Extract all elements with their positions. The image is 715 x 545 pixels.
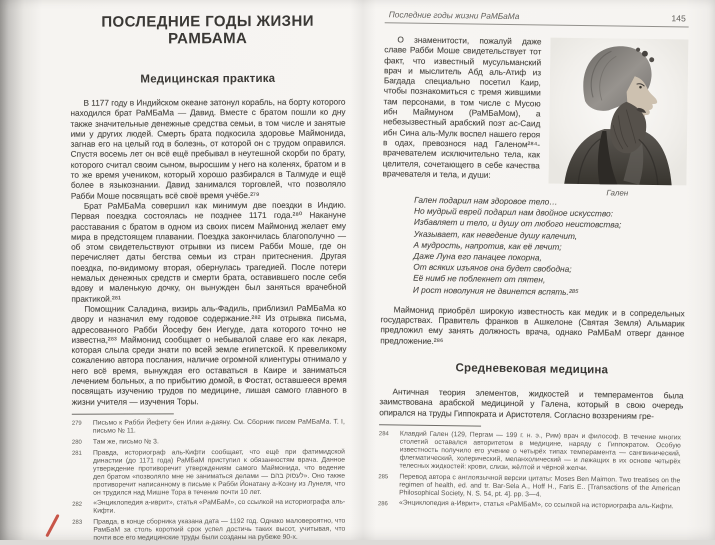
footnote: [378, 430, 681, 474]
page-number: 145: [671, 13, 686, 24]
body-paragraph: Античная теория элементов, жидкостей и темпераментов была заимствована арабской медициной у Галена, который в свою очередь опирался на труды Гиппократа и Аристотеля. Согласно воззрениям гре-: [379, 386, 684, 421]
footnote-text: Письмо к Рабби Йефету бен Илии а-даяну. См. Сборник писем РаМБаМа. Т. I, письмо № 11.: [92, 418, 345, 435]
footnote-number: 280: [71, 439, 82, 446]
poem-line: Её нимб не поблекнет от пятен,: [413, 273, 546, 285]
figure-caption: Гален: [606, 188, 629, 198]
section-heading-medieval-medicine: Средневековая медицина: [455, 362, 609, 377]
footnote-number: 285: [378, 474, 389, 481]
footnote: [72, 448, 345, 497]
poem-line: От всяких изъянов она будет свободна;: [413, 261, 572, 275]
chapter-title: ПОСЛЕДНИЕ ГОДЫ ЖИЗНИ РАМБАМА: [101, 12, 314, 48]
footnote-text: Правда, в конце сборника указана дата — 1192 год. Однако маловероятно, что РамБаМ за столь короткий срок успел достичь таких высот, учитывая, что почти все его медицинские труды были созданы на рубеже 90-х.: [93, 517, 346, 542]
footnote: [72, 419, 345, 436]
footnote: [72, 437, 345, 447]
section-heading-medical-practice: Медицинская практика: [140, 72, 276, 86]
running-head-title: Последние годы жизни РаМБаМа: [388, 9, 520, 22]
footnote-text: Там же, письмо № 3.: [92, 437, 159, 446]
right-page: [360, 0, 698, 545]
galen-portrait-image: [548, 37, 688, 187]
footnote-text: Клавдий Гален (129, Пергам — 199 г. н. э., Рим) врач и философ. В течение многих столетий оставался авторитетом в медицине, наряду с Гиппократом. Особую известность получило его учение о четырёх типах темперамента — сангвинический, флегматический, холерический, меланхолический — и лежащих в их основе четырёх телесных жидкостей: крови, слизи, жёлтой и чёрной желчи.: [399, 430, 681, 473]
left-page: [24, 0, 364, 540]
footnote-text: «Энциклопедия а-Иврит», статья «РаМБаМ», со ссылкой на историографа аль-Кифти.: [398, 499, 674, 511]
body-paragraph: В 1177 году в Индийском океане затонул корабль, на борту которого находился брат РаМБаМа — Давид. Вместе с братом пошли ко дну также значительные денежные средства семьи, в том числе и занятые ими у других людей. Смерть брата подкосила здоровье Маймонида, загнав его на целый год в болезнь, от которой он с трудом оправился. Спустя восемь лет он всё ещё пребывал в неутешной скорби по брату, которого считал своим сыном, выросшим у него на коленях, братом и в то же время учеником, который хорошо разбирался в Талмуде и ещё более в языкознании. Давид занимался торговлей, что позволяло Рабби Моше посвящать всё своё время учёбе.²⁷⁹: [70, 96, 346, 201]
poem-line: Даже Луна его панацее покорна,: [413, 250, 542, 263]
poem-line: И рост новолуния не двинется вспять.²⁸⁵: [412, 284, 579, 297]
galen-portrait-figure: [548, 37, 688, 199]
footnote-text: Перевод автора с англоязычной версии цитаты: Moses Ben Maimon. Two treatises on the regimen of health, ed. and tr. Bar-Sela A., Hoff H., Faris E.. [Transactions of the American Philosophical Society, N. S. 54, pt. 4]. pp. 3—4.: [399, 472, 681, 498]
footnote-number: 279: [71, 421, 82, 428]
left-page-body: [70, 97, 346, 407]
footnote: [72, 499, 345, 516]
body-paragraph: Маймонид приобрёл широкую известность как медик и в сопредельных государствах. Правитель франков в Ашкелоне (Святая Земля) Альмарик предложил ему занять должность врача, однако РаМБаМ отверг данное предложение.²⁸⁶: [380, 304, 685, 346]
body-paragraph: Помощник Саладина, визирь аль-Фадиль, приблизил РаМБаМа ко двору и назначил ему годовое содержание.²⁸² Из отрывка письма, адресованного Рабби Йосефу бен Иегуде, дата которого точно не известна,²⁸³ Маймонид сообщает о небывалой славе его как лекаря, которая слыла среди знати по всей земле египетской. К превеликому сожалению автора послания, наличие огромной клиентуры отнимало у него всё время, вынуждая его оставаться в Каире и заниматься лечением больных, а по прибытию домой, в Фостат, оставшееся время посвящать изучению трудов по медицине, лишая самого главного в жизни учителя — изучения Торы.: [71, 302, 347, 407]
right-page-body: [379, 34, 688, 421]
footnote: [378, 499, 680, 512]
poem-line: Указывает, как неведение душу калечит,: [413, 228, 578, 241]
body-paragraph: О знаменитости, пожалуй даже славе Рабби Моше свидетельствует тот факт, что известный мусульманский врач и мыслитель Абд аль-Атиф из Багдада специально посетил Каир, чтобы познакомиться с тремя жившими там персонами, в том числе с Мусою ибн Маймуном (РаМБаМом), а небезызвестный арабский поэт ас-Саид ибн Сина аль-Мулк воспел нашего героя в одах, превознося над Галеном²⁸⁴-врачевателем исключительно тела, как целителя, сочетающего в себе качества врачевателя и тела, и души:: [382, 34, 542, 180]
footnote-number: 283: [72, 520, 83, 527]
footnote-separator-rule: [379, 424, 481, 426]
footnote-number: 281: [71, 450, 82, 457]
footnote: [378, 473, 680, 501]
footnote-separator-rule: [72, 413, 174, 414]
footnote: [72, 517, 345, 542]
poem-line: Но мудрый еврей подарил нам двойное искусство:: [413, 205, 614, 219]
footnote-number: 284: [378, 431, 389, 438]
footnote-text: «Энциклопедия а-иврит», статья «РаМБаМ», со ссылкой на историографа аль-Кифти.: [93, 498, 346, 515]
poem-line: Избавляет и тело, и душу от любого неистовства;: [413, 217, 622, 230]
poem-quote: [413, 195, 686, 300]
body-paragraph: Брат РаМБаМа совершил как минимум две поездки в Индию. Первая поездка состоялась не позднее 1171 года.²⁸⁰ Накануне расставания с братом в одном из своих писем Маймонид желает ему мира в предстоящем плавании. Поездка закончилась благополучно — об этом свидетельствуют отрывки из писем Рабби Моше, где он перечисляет даты бегства семьи из стран притеснения. Другая поездка, по-видимому вторая, обернулась трагедией. После потери немалых денежных средств и смерти брата, оставившего после себя вдову и маленькую дочку, он вынужден был заняться врачебной практикой.²⁸¹: [70, 199, 347, 304]
footnote-number: 282: [72, 501, 83, 508]
footnote-text: Правда, историограф аль-Кифти сообщает, что ещё при фатимидской династии (до 1171 года) РаМБаМ приступил к обязанностям врача. Данное утверждение противоречит утверждениям самого Маймонида, что ведение дел братом «позволяло мне не заниматься делами — לעסוק בהם». Оно также противоречит написанному в письме к Рабби Йонатану а-Коэну из Лунеля, что он трудился над Мишне Тора в течение почти 10 лет.: [92, 448, 346, 497]
left-page-footnotes: [72, 419, 348, 543]
footnote-number: 286: [377, 500, 388, 507]
poem-line: А мудрость, напротив, как её лечит;: [413, 239, 562, 252]
poem-line: Гален подарил нам здоровое тело…: [414, 194, 558, 207]
right-page-footnotes: [378, 430, 683, 512]
